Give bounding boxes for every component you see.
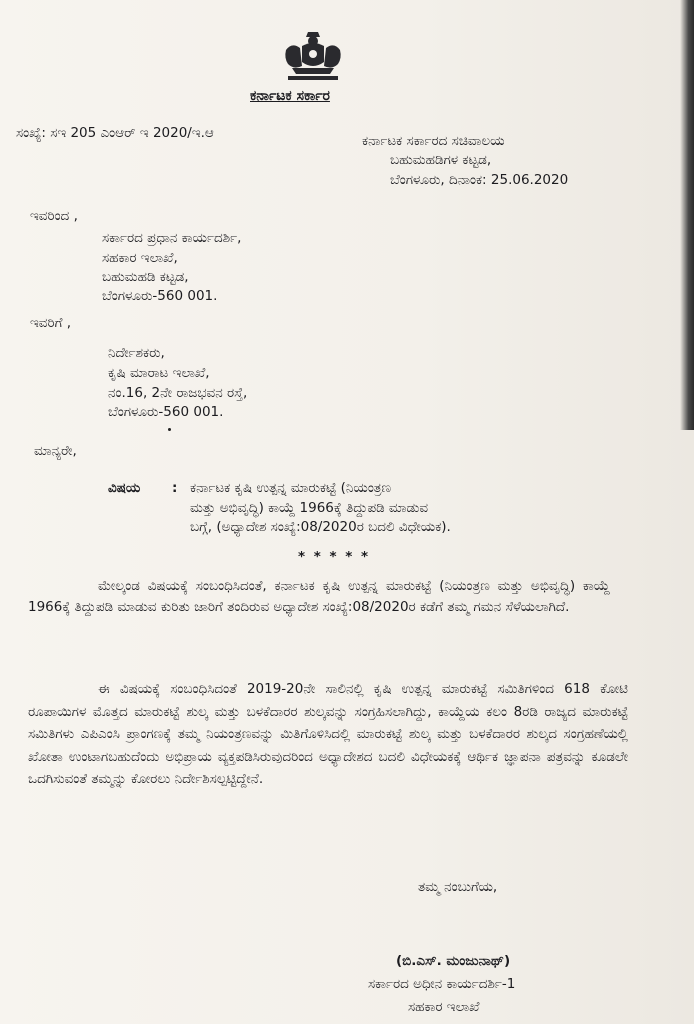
sender-address-line-2: ಬಹುಮಹಡಿಗಳ ಕಟ್ಟಡ, [390,152,492,168]
signer-designation: ಸರ್ಕಾರದ ಅಧೀನ ಕಾರ್ಯದರ್ಶಿ-1 [368,976,516,992]
subject-colon: : [172,480,178,496]
to-line: ಬೆಂಗಳೂರು-560 001. [108,404,224,420]
from-line: ಬೆಂಗಳೂರು-560 001. [102,288,218,304]
from-line: ಬಹುಮಹಡಿ ಕಟ್ಟಡ, [102,269,189,285]
subject-line: ಕರ್ನಾಟಕ ಕೃಷಿ ಉತ್ಪನ್ನ ಮಾರುಕಟ್ಟೆ (ನಿಯಂತ್ರಣ [190,480,392,496]
body-paragraph-2 [28,678,628,791]
stray-mark [168,428,171,431]
signer-name: (ಬಿ.ಎಸ್. ಮಂಜುನಾಥ್) [396,953,511,969]
subject-label: ವಿಷಯ [108,480,141,496]
letter-date: ಬೆಂಗಳೂರು, ದಿನಾಂಕ: 25.06.2020 [390,172,569,188]
to-line: ಕೃಷಿ ಮಾರಾಟ ಇಲಾಖೆ, [108,365,210,381]
body-paragraph-2-text: ಈ ವಿಷಯಕ್ಕೆ ಸಂಬಂಧಿಸಿದಂತೆ 2019-20ನೇ ಸಾಲಿನಲ್ಲಿ ಕೃಷಿ ಉತ್ಪನ್ನ ಮಾರುಕಟ್ಟೆ ಸಮಿತಿಗಳಿಂದ 618 ಕೋಟಿ ರೂಪಾಯಿಗಳ ಮೊತ್ತದ ಮಾರುಕಟ್ಟೆ ಶುಲ್ಕ ಮತ್ತು ಬಳಕೆದಾರರ ಶುಲ್ಕವನ್ನು ಸಂಗ್ರಹಿಸಲಾಗಿದ್ದು, ಕಾಯ್ದೆಯ ಕಲಂ 8ರಡಿ ರಾಜ್ಯದ ಮಾರುಕಟ್ಟೆ ಸಮಿತಿಗಳು ಎಪಿಎಂಸಿ ಪ್ರಾಂಗಣಕ್ಕೆ ತಮ್ಮ ನಿಯಂತ್ರಣವನ್ನು ಮಿತಿಗೊಳಿಸಿದಲ್ಲಿ ಮಾರುಕಟ್ಟೆ ಶುಲ್ಕ ಮತ್ತು ಬಳಕೆದಾರರ ಶುಲ್ಕದ ಸಂಗ್ರಹಣೆಯಲ್ಲಿ ಖೋತಾ ಉಂಟಾಗಬಹುದೆಂದು ಅಭಿಪ್ರಾಯ ವ್ಯಕ್ತಪಡಿಸಿರುವುದರಿಂದ ಅಧ್ಯಾದೇಶದ ಬದಲಿ ವಿಧೇಯಕಕ್ಕೆ ಆರ್ಥಿಕ ಜ್ಞಾಪನಾ ಪತ್ರವನ್ನು ಕೂಡಲೇ ಒದಗಿಸುವಂತೆ ತಮ್ಮನ್ನು ಕೋರಲು ನಿರ್ದೇಶಿಸಲ್ಪಟ್ಟಿದ್ದೇನೆ. [28,681,628,787]
closing-phrase: ತಮ್ಮ ನಂಬುಗೆಯ, [418,879,498,895]
separator-stars: * * * * * [298,549,371,565]
body-paragraph-1-text: ಮೇಲ್ಕಂಡ ವಿಷಯಕ್ಕೆ ಸಂಬಂಧಿಸಿದಂತೆ, ಕರ್ನಾಟಕ ಕೃಷಿ ಉತ್ಪನ್ನ ಮಾರುಕಟ್ಟೆ (ನಿಯಂತ್ರಣ ಮತ್ತು ಅಭಿವೃದ್ಧಿ) ಕಾಯ್ದೆ 1966ಕ್ಕೆ ತಿದ್ದುಪಡಿ ಮಾಡುವ ಕುರಿತು ಜಾರಿಗೆ ತಂದಿರುವ ಅಧ್ಯಾದೇಶ ಸಂಖ್ಯೆ:08/2020ರ ಕಡೆಗೆ ತಮ್ಮ ಗಮನ ಸೆಳೆಯಲಾಗಿದೆ. [28,578,610,615]
from-label: ಇವರಿಂದ , [30,208,78,224]
salutation: ಮಾನ್ಯರೇ, [34,443,77,459]
subject-line: ಬಗ್ಗೆ, (ಅಧ್ಯಾದೇಶ ಸಂಖ್ಯೆ:08/2020ರ ಬದಲಿ ವಿಧೇಯಕ). [190,519,451,535]
to-label: ಇವರಿಗೆ , [30,315,71,331]
to-line: ನಿರ್ದೇಶಕರು, [108,345,165,361]
from-line: ಸಹಕಾರ ಇಲಾಖೆ, [102,250,178,266]
signer-department: ಸಹಕಾರ ಇಲಾಖೆ [408,999,480,1015]
page-edge-shadow [680,0,694,430]
to-line: ನಂ.16, 2ನೇ ರಾಜಭವನ ರಸ್ತೆ, [108,385,248,401]
subject-line: ಮತ್ತು ಅಭಿವೃದ್ಧಿ) ಕಾಯ್ದೆ 1966ಕ್ಕೆ ತಿದ್ದುಪಡಿ ಮಾಡುವ [190,500,429,516]
document-heading: ಕರ್ನಾಟಕ ಸರ್ಕಾರ [250,88,330,104]
sender-address-line-1: ಕರ್ನಾಟಕ ಸರ್ಕಾರದ ಸಚಿವಾಲಯ [362,133,505,149]
reference-number: ಸಂಖ್ಯೆ: ಸಇ 205 ಎಂಆರ್ ಇ 2020/ಇ.ಆ [16,125,214,141]
state-emblem-icon [278,30,348,84]
from-line: ಸರ್ಕಾರದ ಪ್ರಧಾನ ಕಾರ್ಯದರ್ಶಿ, [102,230,242,246]
body-paragraph-1 [28,576,610,618]
